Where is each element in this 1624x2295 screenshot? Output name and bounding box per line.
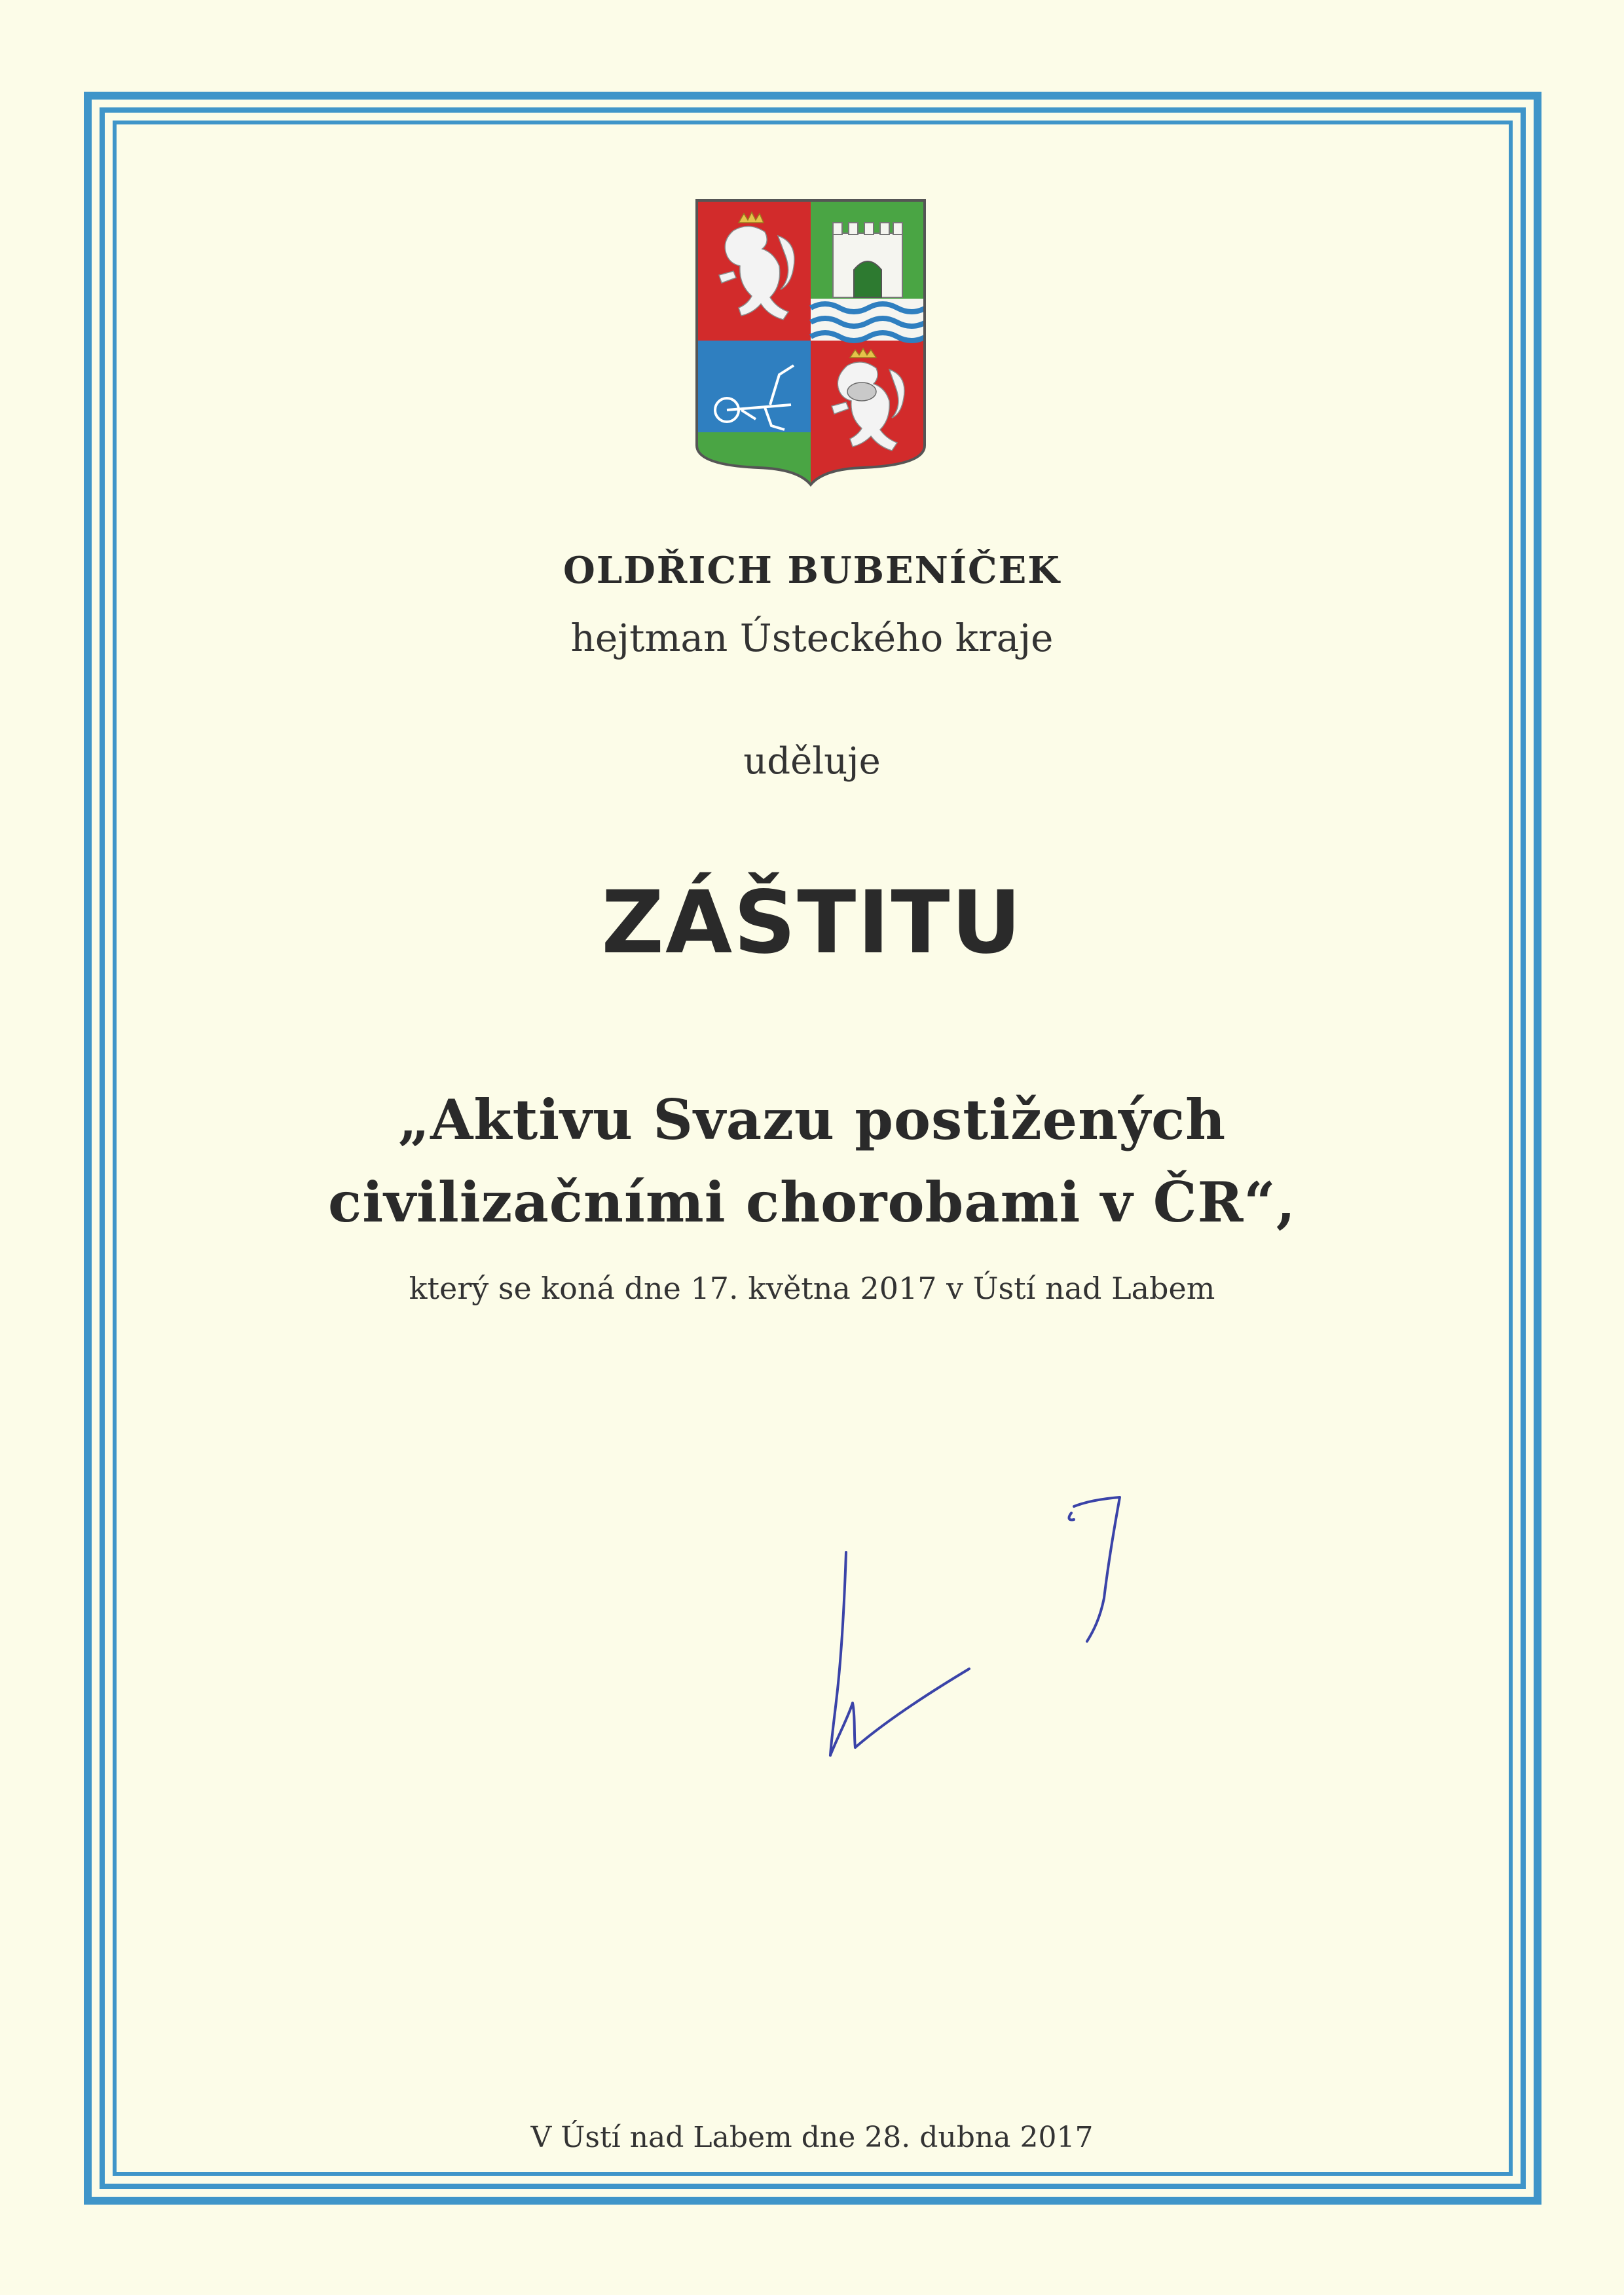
issuer-name: OLDŘICH BUBENÍČEK bbox=[563, 549, 1061, 592]
place-and-date: V Ústí nad Labem dne 28. dubna 2017 bbox=[530, 2121, 1094, 2154]
event-details: který se koná dne 17. května 2017 v Ústí nad Labem bbox=[409, 1271, 1215, 1306]
signature-icon bbox=[812, 1487, 1179, 1801]
document-title: ZÁŠTITU bbox=[601, 872, 1023, 973]
issuer-role: hejtman Ústeckého kraje bbox=[570, 616, 1054, 660]
coat-of-arms-icon bbox=[693, 196, 929, 489]
event-name-line-2: civilizačními chorobami v ČR“, bbox=[328, 1170, 1296, 1235]
event-name-line-1: „Aktivu Svazu postižených bbox=[397, 1087, 1227, 1152]
grants-verb: uděluje bbox=[743, 740, 881, 783]
